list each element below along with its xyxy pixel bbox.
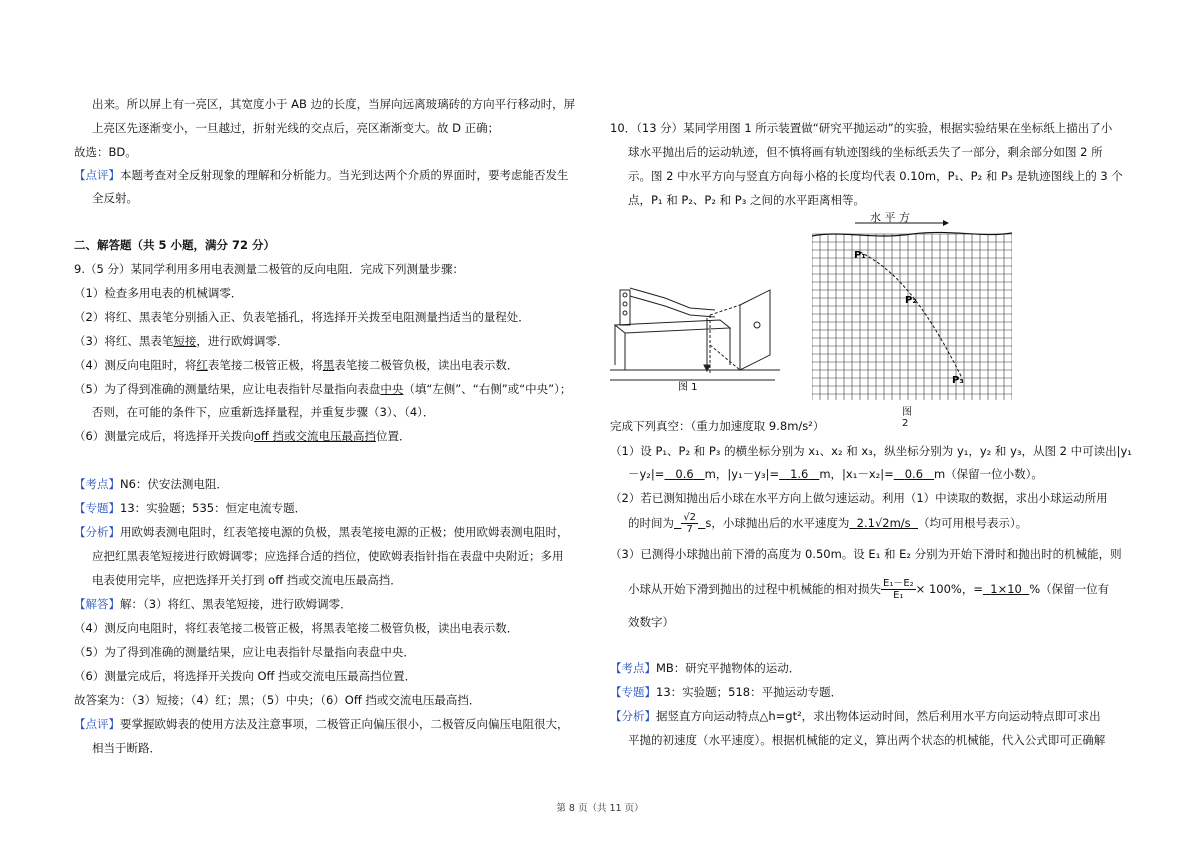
arrow-icon: [855, 218, 950, 228]
section-heading: 二、解答题（共 5 小题，满分 72 分）: [74, 238, 276, 252]
page-footer: 第 8 页（共 11 页）: [556, 803, 644, 814]
answer-blank: 0.6: [675, 467, 694, 481]
paragraph: 故选：BD。: [74, 145, 137, 159]
sub-question-2: （2）若已测知抛出后小球在水平方向上做匀速运动。利用（1）中读取的数据，求出小球运动所用: [610, 491, 1108, 505]
question-10-cont: 示。图 2 中水平方向与竖直方向每小格的长度均代表 0.10m，P₁、P₂ 和 P₃ 是轨迹图线上的 3 个: [628, 169, 1123, 183]
answer-blank: 1×10: [990, 582, 1022, 596]
jieda-line: （5）为了得到准确的测量结果，应让电表指针尽量指向表盘中央．: [74, 645, 415, 659]
sub-question-1-answers: －y₂|= 0.6 m，|y₁－y₃|= 1.6 m，|x₁－x₂|= 0.6 m（保留一位小数）。: [628, 467, 1043, 481]
sub-question-3-answers: 小球从开始下滑到抛出的过程中机械能的相对损失 $\frac{\text{E₁－E₂}}{\text{E₁}}$ × 100%，= 1×10 %（保留一位有: [628, 578, 1110, 601]
fenxi: 【分析】据竖直方向运动特点△h=gt²，求出物体运动时间，然后利用水平方向运动特点即可求出: [610, 709, 1101, 723]
fenxi-cont: 应把红黑表笔短接进行欧姆调零；应选择合适的挡位，使欧姆表指针指在表盘中央附近；多用: [92, 549, 564, 563]
comment-tag: 【点评】: [74, 168, 120, 182]
dianping-cont: 相当于断路．: [92, 741, 161, 755]
zhuanti: 【专题】13：实验题；535：恒定电流专题．: [74, 501, 307, 515]
answer-blank: 2.1√2m/s: [856, 516, 911, 530]
jieda-line: （6）测量完成后，将选择开关拨向 Off 挡或交流电压最高挡位置．: [74, 669, 417, 683]
dianping: 【点评】要掌握欧姆表的使用方法及注意事项，二极管正向偏压很小，二极管反向偏压电阻很大，: [74, 717, 569, 731]
answer-summary: 故答案为：（3）短接；（4）红；黑；（5）中央；（6）Off 挡或交流电压最高挡．: [74, 693, 481, 707]
step-2: （2）将红、黑表笔分别插入正、负表笔插孔，将选择开关拨至电阻测量挡适当的量程处．: [74, 310, 530, 324]
fenxi: 【分析】用欧姆表测电阻时，红表笔接电源的负极，黑表笔接电源的正极；使用欧姆表测电阻时，: [74, 525, 569, 539]
figure-2-grid: [812, 228, 1012, 400]
step-1: （1）检查多用电表的机械调零．: [74, 286, 243, 300]
answer-blank: 1.6: [790, 467, 809, 481]
step-4: （4）测反向电阻时，将红表笔接二极管正极，将黑表笔接二极管负极，读出电表示数．: [74, 358, 519, 372]
paragraph: 上亮区先逐渐变小，一旦越过，折射光线的交点后，亮区渐渐变大。故 D 正确；: [92, 121, 500, 135]
horizontal-direction-label: 水 平 方: [870, 211, 910, 224]
kaodian: 【考点】MB：研究平抛物体的运动．: [610, 661, 801, 675]
paragraph: 出来。所以屏上有一亮区，其宽度小于 AB 边的长度，当屏向远离玻璃砖的方向平行移动时，屏: [92, 97, 576, 111]
sub-question-3: （3）已测得小球抛出前下滑的高度为 0.50m。设 E₁ 和 E₂ 分别为开始下滑时和抛出时的机械能，则: [610, 547, 1122, 561]
answer-blank: 黑: [322, 358, 335, 372]
step-5: （5）为了得到准确的测量结果，应让电表指针尽量指向表盘中央（填“左侧”、“右侧”或“中央”）；: [74, 382, 572, 396]
jieda-line: （4）测反向电阻时，将红表笔接二极管正极，将黑表笔接二极管负极，读出电表示数．: [74, 621, 519, 635]
sub-question-2-answers: 的时间为 $\frac{√2}{7}$ s，小球抛出后的水平速度为 2.1√2m/s （均可用根号表示）。: [628, 512, 1028, 535]
jieda: 【解答】解：（3）将红、黑表笔短接，进行欧姆调零．: [74, 597, 352, 611]
fenxi-cont: 电表使用完毕，应把选择开关打到 off 挡或交流电压最高挡．: [92, 573, 402, 587]
paragraph: 全反射。: [92, 191, 138, 205]
answer-blank: 中央: [380, 382, 404, 396]
fill-instruction: 完成下列真空：（重力加速度取 9.8m/s²）: [610, 419, 825, 433]
figure-1-label: 图 1: [678, 382, 698, 393]
step-5-cont: 否则，在可能的条件下，应重新选择量程，并重复步骤（3）、（4）．: [92, 405, 435, 419]
step-3: （3）将红、黑表笔短接，进行欧姆调零．: [74, 334, 289, 348]
figure-2-label: 图 2: [902, 407, 912, 429]
kaodian: 【考点】N6：伏安法测电阻．: [74, 477, 228, 491]
comment-paragraph: 【点评】本题考查对全反射现象的理解和分析能力。当光到达两个介质的界面时，要考虑能否发生: [74, 168, 569, 182]
sub-question-1: （1）设 P₁、P₂ 和 P₃ 的横坐标分别为 x₁、x₂ 和 x₃，纵坐标分别为 y₁，y₂ 和 y₃，从图 2 中可读出|y₁: [610, 444, 1132, 458]
sub-question-3-cont: 效数字）: [628, 615, 674, 629]
step-6: （6）测量完成后，将选择开关拨向off 挡或交流电压最高挡位置．: [74, 429, 411, 443]
point-p1-label: P₁: [854, 250, 866, 261]
answer-blank: 红: [196, 358, 208, 372]
answer-blank: 短接: [173, 334, 197, 348]
fenxi-cont: 平抛的初速度（水平速度）。根据机械能的定义，算出两个状态的机械能，代入公式即可正确解: [628, 733, 1106, 747]
question-9: 9.（5 分）某同学利用多用电表测量二极管的反向电阻．完成下列测量步骤：: [74, 262, 464, 276]
point-p3-label: P₃: [952, 375, 964, 386]
question-10-cont: 球水平抛出后的运动轨迹，但不慎将画有轨迹图线的坐标纸丢失了一部分，剩余部分如图 2 所: [628, 145, 1103, 159]
figure-1-apparatus: [610, 270, 790, 395]
zhuanti: 【专题】13：实验题；518：平抛运动专题．: [610, 685, 843, 699]
question-10: 10．（13 分）某同学用图 1 所示装置做“研究平抛运动”的实验，根据实验结果在坐标纸上描出了小: [610, 121, 1113, 135]
question-10-cont: 点，P₁ 和 P₂、P₂ 和 P₃ 之间的水平距离相等。: [628, 193, 865, 207]
point-p2-label: P₂: [905, 295, 917, 306]
answer-blank: off 挡或交流电压最高挡: [253, 429, 376, 443]
answer-blank: $\frac{√2}{7}$: [683, 512, 697, 535]
answer-blank: 0.6: [904, 467, 924, 481]
